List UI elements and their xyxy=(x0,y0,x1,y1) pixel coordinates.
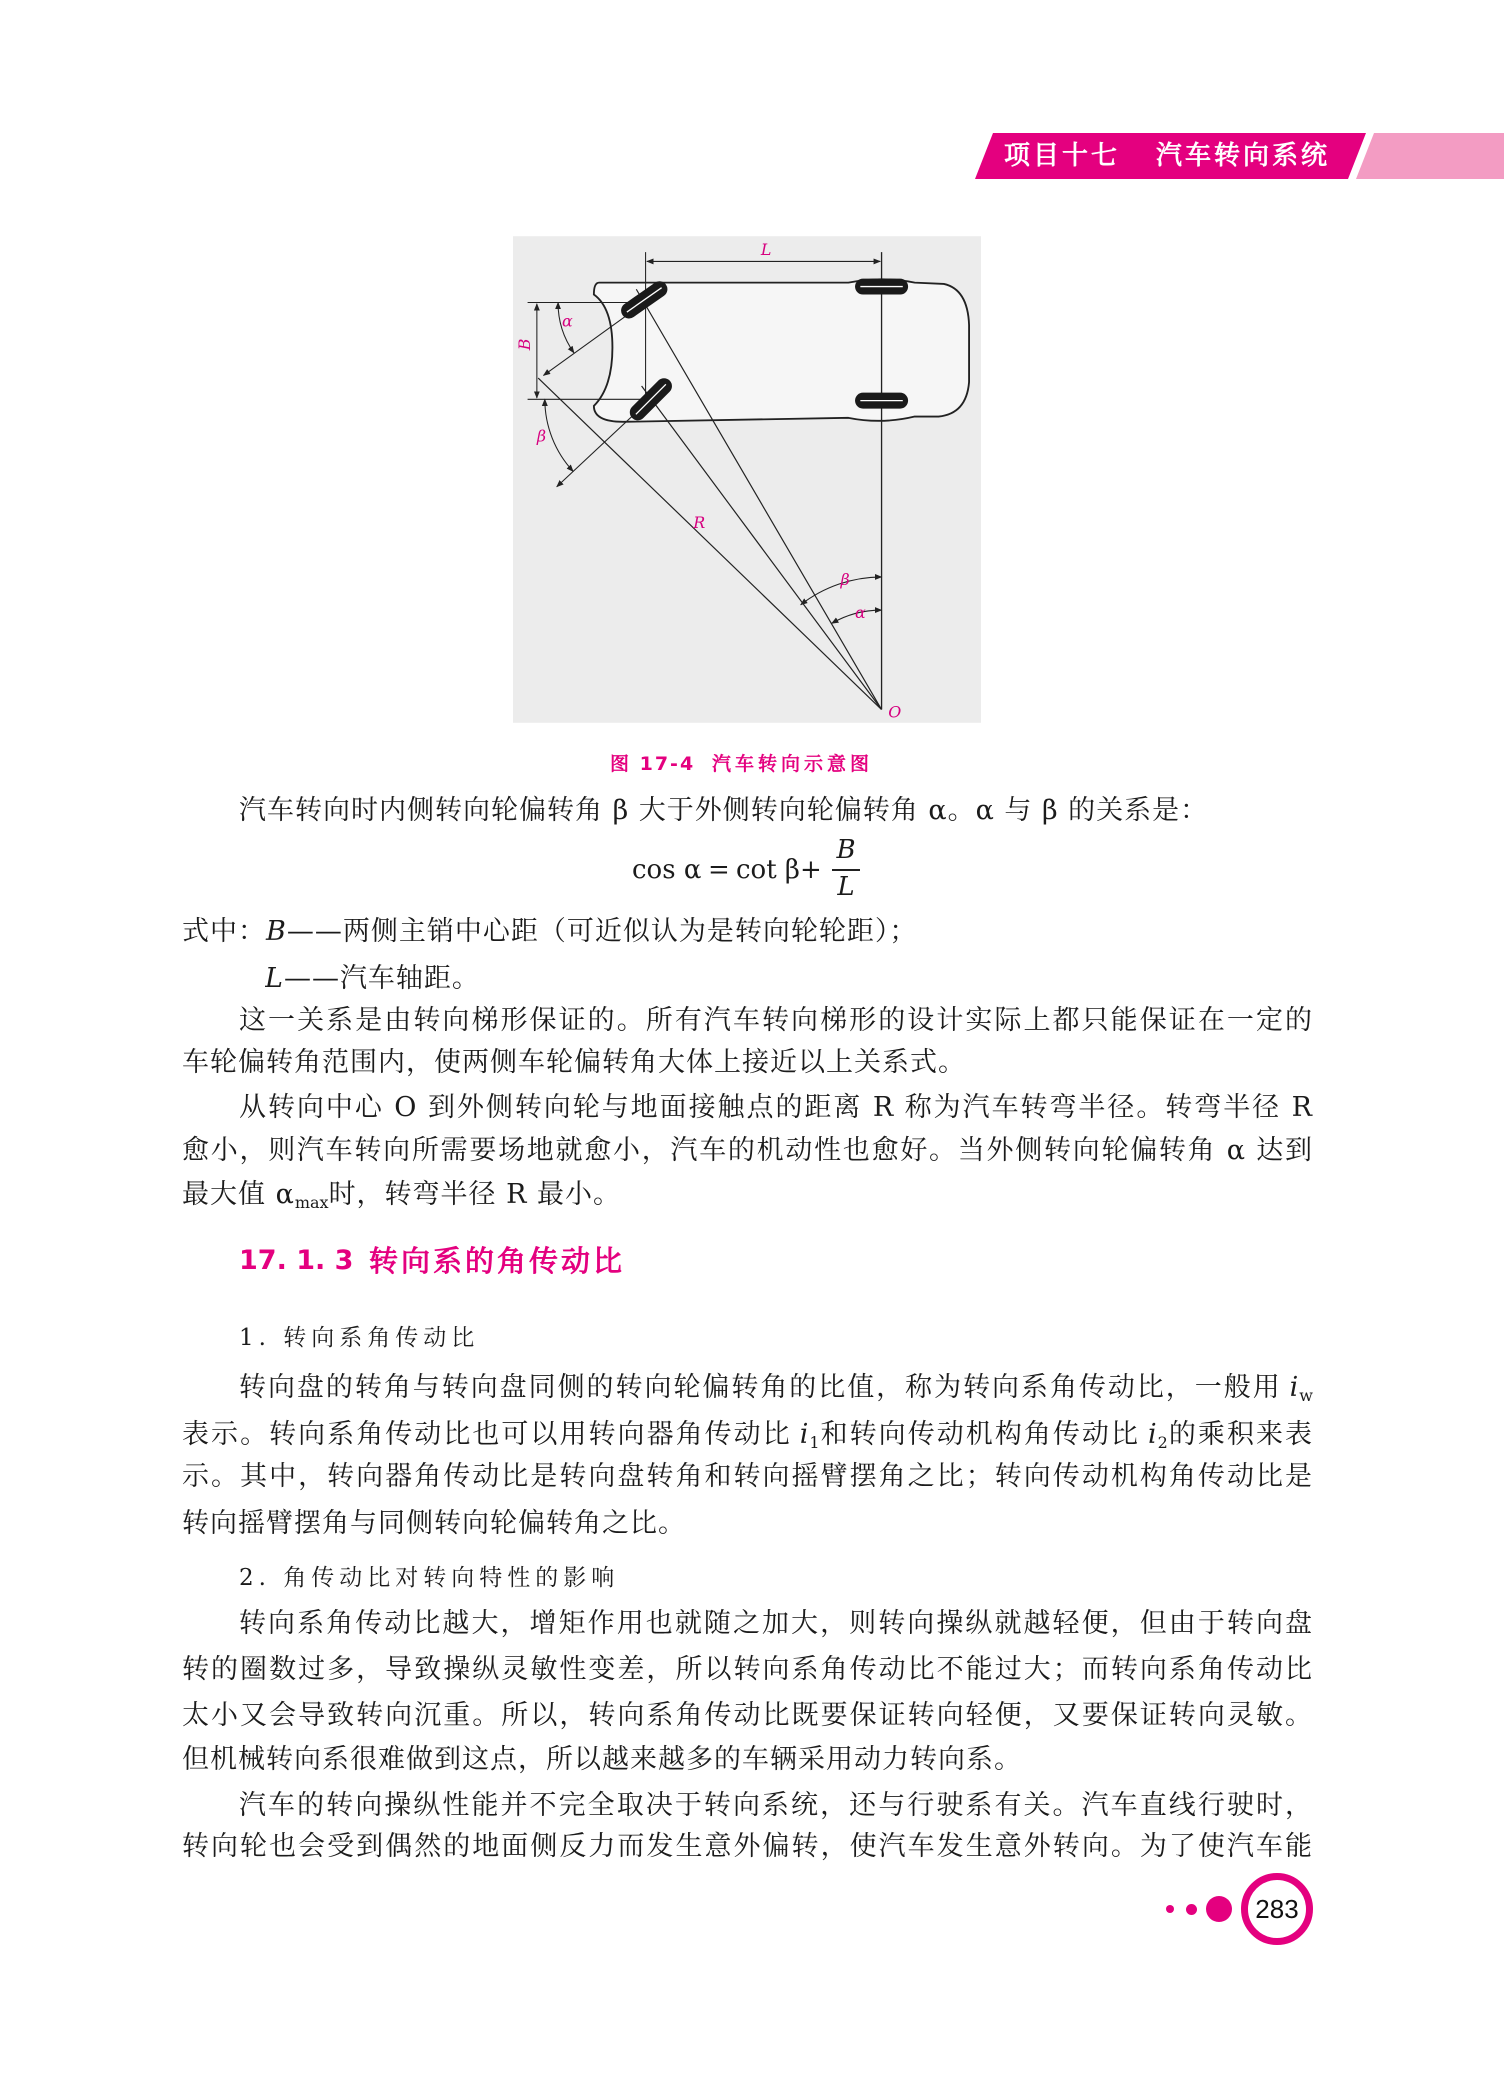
p1-line: 这一关系是由转向梯形保证的。所有汽车转向梯形的设计实际上都只能保证在一定的 xyxy=(239,1005,1313,1036)
p4-line: 转向系角传动比越大，增矩作用也就随之加大，则转向操纵就越轻便，但由于转向盘 xyxy=(239,1608,1313,1639)
p3-line1-text: 转向盘的转角与转向盘同侧的转向轮偏转角的比值，称为转向系角传动比，一般用 xyxy=(239,1372,1282,1403)
p2-line xyxy=(182,1175,1313,1215)
figure-caption-number: 图 17-4 xyxy=(610,753,696,775)
steering-diagram xyxy=(513,236,981,723)
label-alpha-center: α xyxy=(855,603,866,623)
p3-line2-t3: 的乘积来表 xyxy=(1167,1419,1313,1450)
p2-last-before: 最大值 α xyxy=(182,1179,295,1210)
formula-equals: = xyxy=(708,855,730,885)
chapter-banner-light xyxy=(1356,133,1504,179)
p4-line: 太小又会导致转向沉重。所以，转向系角传动比既要保证转向轻便，又要保证转向灵敏。 xyxy=(182,1700,1313,1731)
label-O: O xyxy=(888,702,902,722)
label-B: B xyxy=(515,338,535,351)
p3-line: 转向摇臂摆角与同侧转向轮偏转角之比。 xyxy=(182,1508,686,1539)
alpha-max-subscript: max xyxy=(294,1193,329,1212)
label-R: R xyxy=(693,512,706,532)
rear-top-wheel xyxy=(855,279,908,295)
label-L: L xyxy=(760,239,772,259)
p3-line: 示。其中，转向器角传动比是转向盘转角和转向摇臂摆角之比；转向传动机构角传动比是 xyxy=(182,1461,1313,1492)
intro-paragraph: 汽车转向时内侧转向轮偏转角 β 大于外侧转向轮偏转角 α。α 与 β 的关系是： xyxy=(239,795,1209,826)
label-alpha-wheel: α xyxy=(562,311,573,331)
i2-subscript: 2 xyxy=(1157,1433,1168,1452)
label-beta-wheel: β xyxy=(536,426,547,446)
formula-rhs: cot β+ xyxy=(736,855,822,885)
p3-line xyxy=(182,1415,1313,1455)
where-l-desc: ——汽车轴距。 xyxy=(283,963,480,994)
p3-line2-t2: 和转向传动机构角传动比 xyxy=(819,1419,1141,1450)
iw-subscript: w xyxy=(1299,1386,1313,1405)
formula-lhs: cos α xyxy=(632,855,702,885)
p2-line: 愈小，则汽车转向所需要场地就愈小，汽车的机动性也愈好。当外侧转向轮偏转角 α 达到 xyxy=(182,1135,1313,1166)
i1-var: i xyxy=(799,1419,810,1450)
p5-line: 转向轮也会受到偶然的地面侧反力而发生意外偏转，使汽车发生意外转向。为了使汽车能 xyxy=(182,1831,1313,1862)
where-b-line xyxy=(182,912,1313,952)
p2-last-after: 时，转弯半径 R 最小。 xyxy=(328,1179,622,1210)
iw-var: i xyxy=(1289,1372,1300,1403)
formula-denominator: L xyxy=(837,872,855,902)
where-l-var: L xyxy=(265,963,284,994)
where-prefix: 式中： xyxy=(182,916,266,947)
section-title: 转向系的角传动比 xyxy=(369,1244,626,1278)
chapter-title: 汽车转向系统 xyxy=(1156,141,1331,171)
page-dot-large xyxy=(1206,1896,1232,1922)
rear-bottom-wheel xyxy=(855,393,908,409)
label-beta-center: β xyxy=(840,569,850,589)
i1-subscript: 1 xyxy=(809,1433,820,1452)
subheading-2: 2. 角传动比对转向特性的影响 xyxy=(239,1565,620,1591)
where-b-desc: ——两侧主销中心距（可近似认为是转向轮轮距）； xyxy=(286,916,918,947)
page-dot-medium xyxy=(1186,1904,1197,1915)
i2-var: i xyxy=(1148,1419,1158,1450)
page-dot-small xyxy=(1166,1905,1174,1913)
where-l-line xyxy=(265,959,1313,999)
section-number: 17. 1. 3 xyxy=(239,1245,354,1276)
page-number: 283 xyxy=(1241,1873,1313,1945)
p2-line: 从转向中心 O 到外侧转向轮与地面接触点的距离 R 称为汽车转弯半径。转弯半径 R xyxy=(239,1092,1313,1123)
subheading-1: 1. 转向系角传动比 xyxy=(239,1325,480,1351)
p4-line: 转的圈数过多，导致操纵灵敏性变差，所以转向系角传动比不能过大；而转向系角传动比 xyxy=(182,1654,1313,1685)
p4-line: 但机械转向系很难做到这点，所以越来越多的车辆采用动力转向系。 xyxy=(182,1744,1022,1775)
p1-line: 车轮偏转角范围内，使两侧车轮偏转角大体上接近以上关系式。 xyxy=(182,1047,966,1078)
p3-line2-t1: 表示。转向系角传动比也可以用转向器角传动比 xyxy=(182,1419,792,1450)
chapter-number: 项目十七 xyxy=(1004,141,1121,171)
where-b-var: B xyxy=(266,916,287,947)
p5-line: 汽车的转向操纵性能并不完全取决于转向系统，还与行驶系有关。汽车直线行驶时， xyxy=(239,1790,1313,1821)
p3-line xyxy=(239,1368,1313,1408)
formula-numerator: B xyxy=(836,835,856,865)
figure-caption-title: 汽车转向示意图 xyxy=(712,753,874,775)
